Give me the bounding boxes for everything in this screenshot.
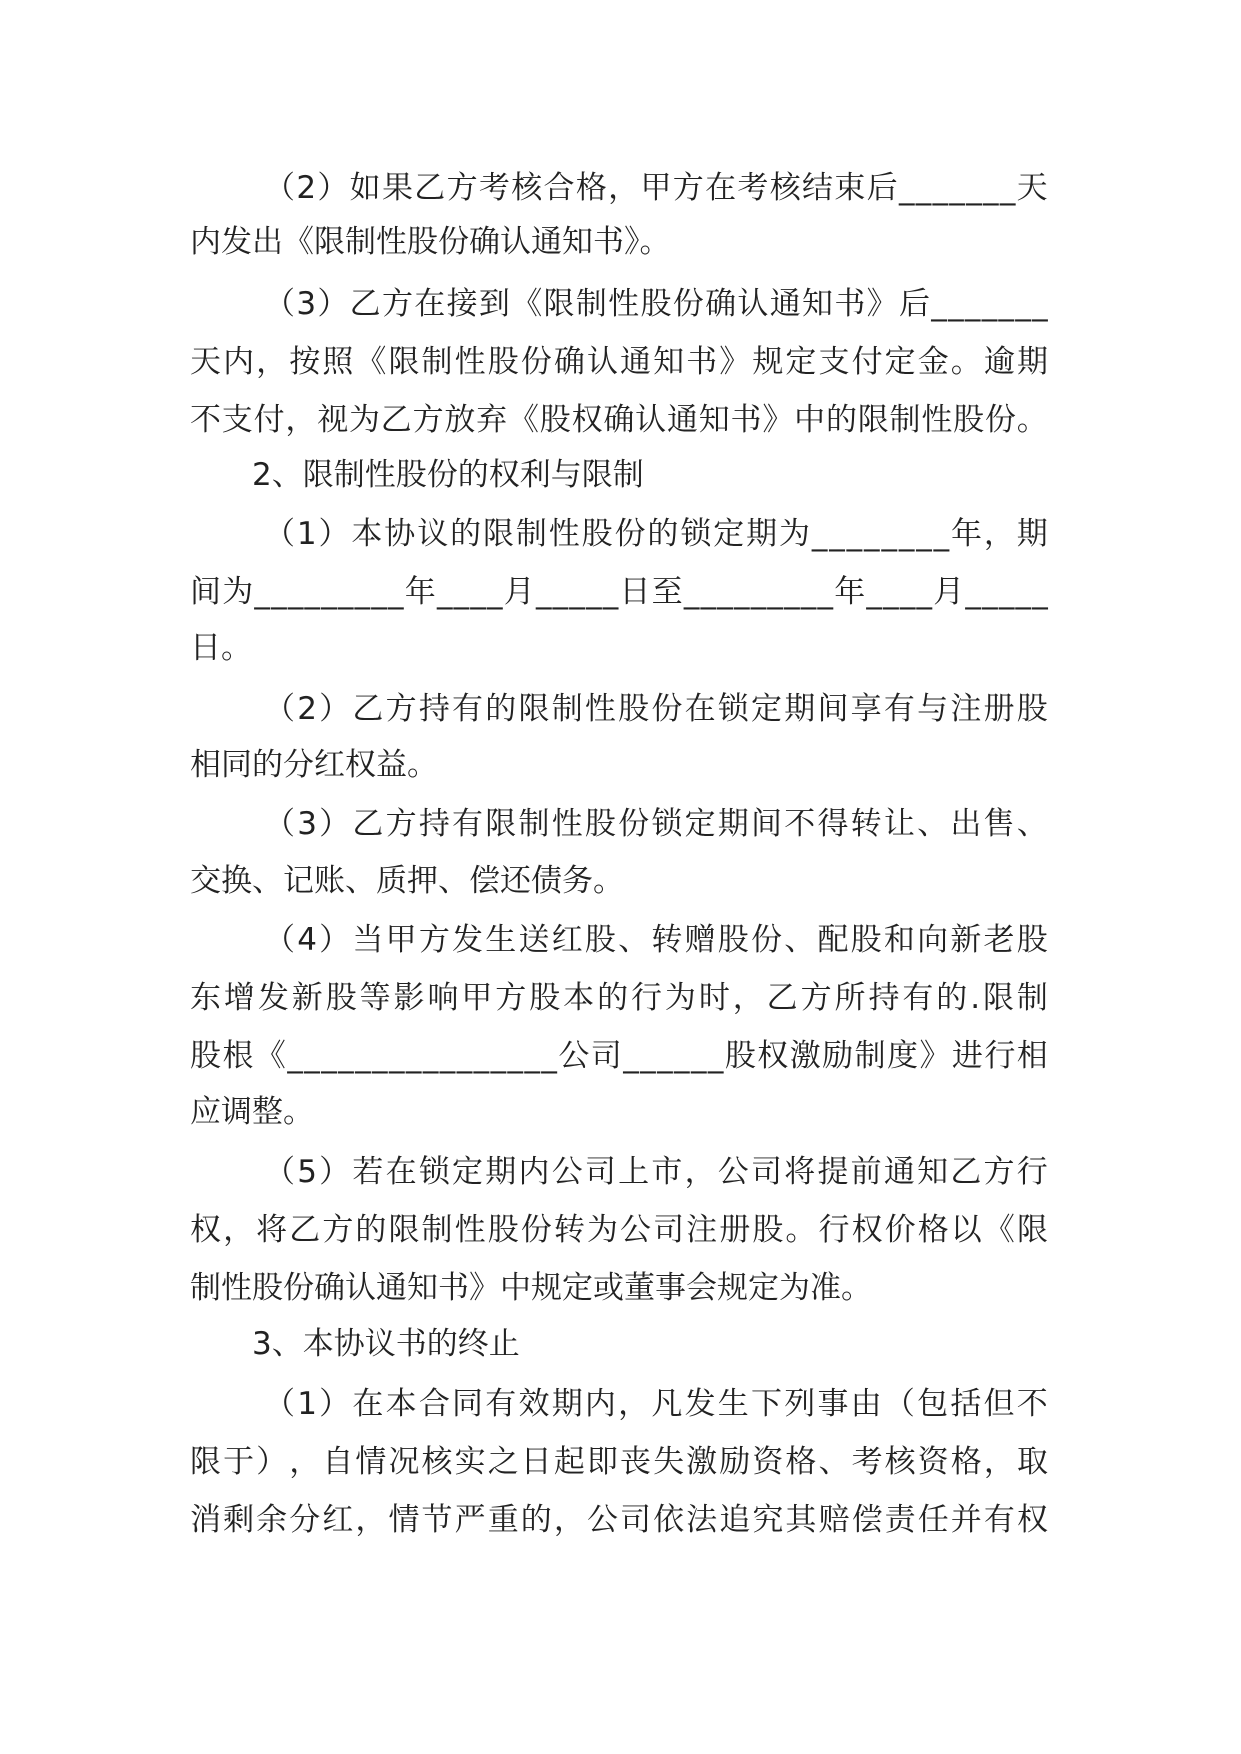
- text-line: （ 3 ） 乙 方 在 接 到 《 限 制 性 股 份 确 认 通 知 书 》 后 _ _ _ _ _ _ _: [264, 286, 1048, 322]
- text-line: （ 1 ） 本 协 议 的 限 制 性 股 份 的 锁 定 期 为 _ _ _ _ _ _ _ _ 年 ， 期: [264, 516, 1048, 552]
- text-line: 天 内 ， 按 照 《 限 制 性 股 份 确 认 通 知 书 》 规 定 支 付 定 金 。 逾 期: [190, 344, 1048, 380]
- text-line: （ 1 ） 在 本 合 同 有 效 期 内 ， 凡 发 生 下 列 事 由 （ 包 括 但 不: [264, 1386, 1048, 1422]
- text-line: （ 5 ） 若 在 锁 定 期 内 公 司 上 市 ， 公 司 将 提 前 通 知 乙 方 行: [264, 1154, 1048, 1190]
- section-heading: 3、本协议书的终止: [252, 1326, 520, 1362]
- text-line: （ 3 ） 乙 方 持 有 限 制 性 股 份 锁 定 期 间 不 得 转 让 、 出 售 、: [264, 806, 1048, 842]
- text-line: 限 于 ） ， 自 情 况 核 实 之 日 起 即 丧 失 激 励 资 格 、 考 核 资 格 ， 取: [190, 1444, 1048, 1480]
- text-line: 消 剩 余 分 红 ， 情 节 严 重 的 ， 公 司 依 法 追 究 其 赔 偿 责 任 并 有 权: [190, 1502, 1048, 1538]
- text-line: 应调整。: [190, 1094, 314, 1130]
- section-heading: 2、限制性股份的权利与限制: [252, 457, 644, 493]
- text-line: 股 根 《 _ _ _ _ _ _ _ _ _ _ _ _ _ _ _ _ 公 司 _ _ _ _ _ _ 股 权 激 励 制 度 》 进 行 相: [190, 1038, 1048, 1074]
- text-line: （ 2 ） 如 果 乙 方 考 核 合 格 ， 甲 方 在 考 核 结 束 后 _ _ _ _ _ _ _ 天: [264, 170, 1048, 206]
- text-line: 内发出《限制性股份确认通知书》。: [190, 224, 671, 260]
- text-line: 间 为 _ _ _ _ _ _ _ _ _ 年 _ _ _ _ 月 _ _ _ _ _ 日 至 _ _ _ _ _ _ _ _ _ 年 _ _ _ _ 月 _ _ _ _ _: [190, 574, 1048, 610]
- text-line: 交换、记账、质押、偿还债务。: [190, 863, 624, 899]
- text-line: 东 增 发 新 股 等 影 响 甲 方 股 本 的 行 为 时 ， 乙 方 所 持 有 的 . 限 制: [190, 980, 1048, 1016]
- text-line: （ 4 ） 当 甲 方 发 生 送 红 股 、 转 赠 股 份 、 配 股 和 向 新 老 股: [264, 922, 1048, 958]
- text-line: （ 2 ） 乙 方 持 有 的 限 制 性 股 份 在 锁 定 期 间 享 有 与 注 册 股: [264, 691, 1048, 727]
- text-line: 相同的分红权益。: [190, 747, 438, 783]
- text-line: 权 ， 将 乙 方 的 限 制 性 股 份 转 为 公 司 注 册 股 。 行 权 价 格 以 《 限: [190, 1212, 1048, 1248]
- text-line: 制性股份确认通知书》中规定或董事会规定为准。: [190, 1270, 872, 1306]
- text-line: 日。: [190, 630, 252, 666]
- text-line: 不 支 付 ， 视 为 乙 方 放 弃 《 股 权 确 认 通 知 书 》 中 的 限 制 性 股 份 。: [190, 402, 1048, 438]
